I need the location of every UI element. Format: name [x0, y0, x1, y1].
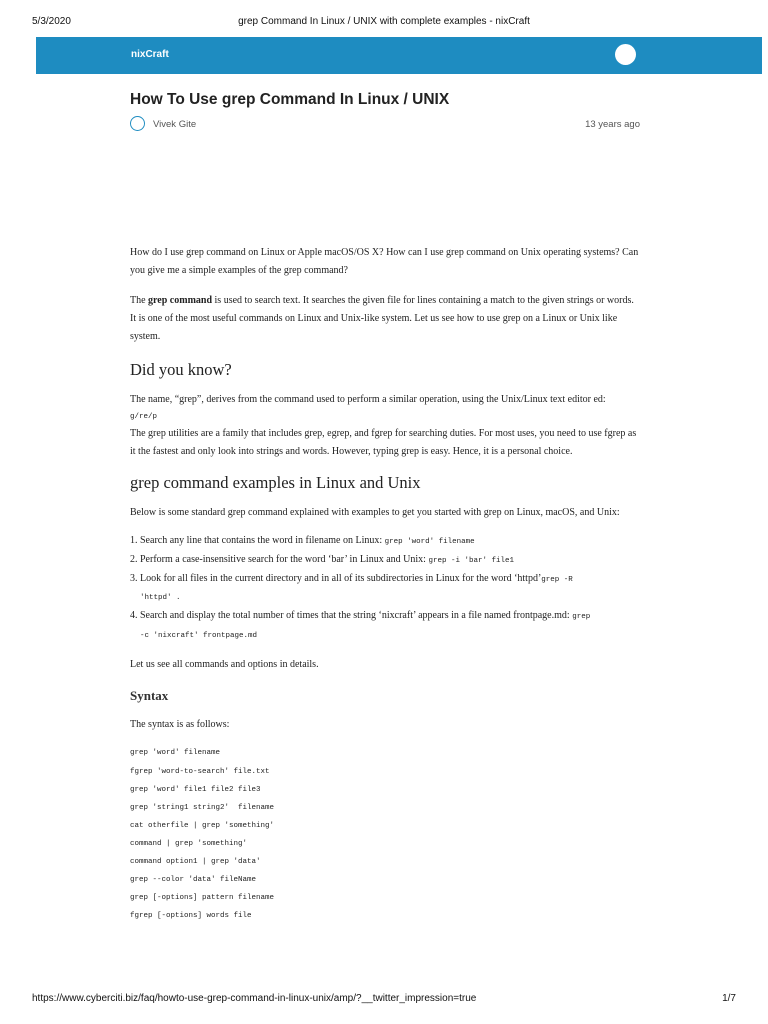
code-line: cat otherfile | grep 'something': [130, 821, 275, 830]
definition-prefix: The: [130, 294, 149, 306]
code-line: grep 'string1 string2' filename: [130, 803, 275, 812]
site-brand-link[interactable]: nixCraft: [131, 49, 169, 60]
author-name[interactable]: Vivek Gite: [153, 119, 197, 130]
print-footer: [32, 993, 736, 1007]
list-item-code-continued: 'httpd' .: [140, 594, 181, 603]
definition-suffix: is used to search text. It searches the given file for lines containing a match to the given strings or words. It is one of the most useful commands on Linux and Unix-like system. Let us see how to use grep on a Linux or Unix like system.: [130, 294, 634, 343]
list-item-number: 2.: [130, 553, 138, 565]
list-item: [130, 551, 640, 570]
list-item-code: grep: [572, 613, 591, 622]
list-item-number: 4.: [130, 610, 138, 622]
list-item-text: Search any line that contains the word in filename on Linux:: [140, 534, 385, 546]
site-header-bar: [36, 37, 762, 74]
code-line: command option1 | grep 'data': [130, 858, 261, 867]
print-page-number: 1/7: [722, 993, 736, 1004]
list-item-code: grep -R: [541, 576, 573, 585]
list-item: [130, 607, 640, 644]
grep-family-paragraph: The grep utilities are a family that includes grep, egrep, and fgrep for searching duties. For most uses, you need to use fgrep as it the fastest and only look into strings and words. However, typing grep is easy. Hence, it is a personal choice.: [130, 427, 637, 458]
code-line: fgrep 'word-to-search' file.txt: [130, 767, 270, 776]
article: [130, 90, 640, 925]
author-avatar-icon: [130, 116, 145, 131]
print-url: https://www.cyberciti.biz/faq/howto-use-grep-command-in-linux-unix/amp/?__twitter_impression=true: [32, 993, 477, 1004]
code-line: fgrep [-options] words file: [130, 912, 252, 921]
syntax-heading: Syntax: [130, 688, 169, 704]
definition-bold-term: grep command: [148, 294, 213, 306]
code-line: grep 'word' filename: [130, 749, 221, 758]
code-line: grep --color 'data' fileName: [130, 876, 257, 885]
list-item-code: grep 'word' filename: [384, 537, 475, 546]
print-header: [32, 16, 736, 30]
article-title: How To Use grep Command In Linux / UNIX: [130, 91, 450, 108]
syntax-intro-paragraph: The syntax is as follows:: [130, 719, 230, 731]
list-item-text: Search and display the total number of times that the string ‘nixcraft’ appears in a file named frontpage.md:: [140, 610, 573, 622]
print-date: 5/3/2020: [32, 16, 71, 27]
list-item-code: grep -i 'bar' file1: [428, 556, 514, 565]
list-item-number: 1.: [130, 534, 138, 546]
code-line: grep [-options] pattern filename: [130, 894, 275, 903]
code-line: command | grep 'something': [130, 839, 248, 848]
posted-time: 13 years ago: [585, 119, 640, 130]
print-page-title: grep Command In Linux / UNIX with complete examples - nixCraft: [238, 16, 530, 27]
ed-command-code: g/re/p: [130, 412, 158, 421]
list-item-text: Perform a case-insensitive search for the word ‘bar’ in Linux and Unix:: [140, 553, 429, 565]
list-item: [130, 570, 640, 607]
list-item: [130, 532, 640, 551]
intro-paragraph: How do I use grep command on Linux or Apple macOS/OS X? How can I use grep command on Unix operating systems? Can you give me a simple examples of the grep command?: [130, 247, 639, 277]
did-you-know-heading: Did you know?: [130, 360, 232, 380]
examples-list: [130, 532, 640, 645]
syntax-code-block: [130, 744, 640, 925]
code-line: grep 'word' file1 file2 file3: [130, 785, 261, 794]
examples-heading: grep command examples in Linux and Unix: [130, 473, 421, 493]
article-meta: [130, 116, 640, 140]
examples-intro-paragraph: Below is some standard grep command explained with examples to get you started with grep on Linux, macOS, and Unix:: [130, 507, 620, 519]
name-origin-paragraph: The name, “grep”, derives from the command used to perform a similar operation, using the Unix/Linux text editor ed:: [130, 394, 606, 406]
definition-paragraph: [130, 292, 640, 347]
details-paragraph: Let us see all commands and options in details.: [130, 658, 319, 670]
list-item-text: Look for all files in the current directory and in all of its subdirectories in Linux for the word ‘httpd’: [140, 573, 542, 585]
circle-menu-icon[interactable]: [615, 44, 636, 65]
list-item-code-continued: -c 'nixcraft' frontpage.md: [140, 631, 258, 640]
list-item-number: 3.: [130, 573, 138, 585]
